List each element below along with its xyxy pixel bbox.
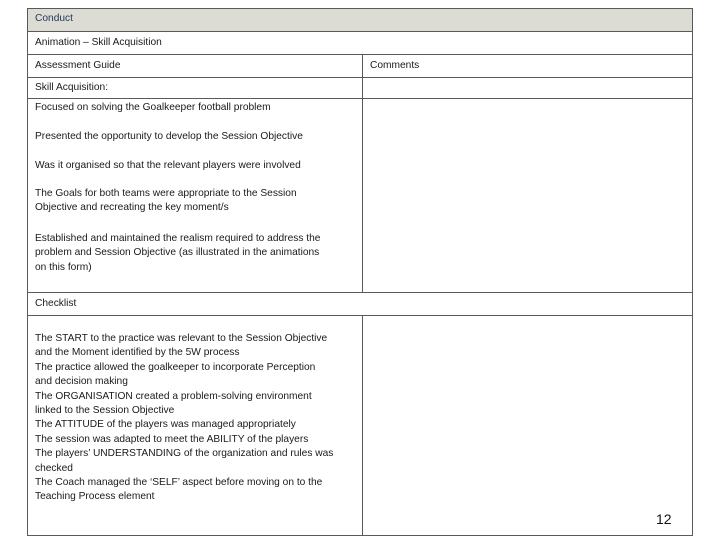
skill-acquisition-items-row — [28, 99, 692, 293]
skill-items-comment-cell — [362, 99, 692, 292]
subtitle-row — [28, 32, 692, 55]
page-number: 12 — [656, 511, 672, 527]
checklist-label-row — [28, 293, 692, 316]
section-title: Conduct — [35, 13, 73, 24]
skill-item: Was it organised so that the relevant players were involved — [35, 160, 301, 171]
checklist-body-row — [28, 316, 692, 535]
skill-acquisition-label-row — [28, 78, 692, 99]
skill-item: Focused on solving the Goalkeeper football problem — [35, 102, 271, 113]
assessment-guide-header: Assessment Guide — [35, 60, 121, 71]
skill-acquisition-comment-cell — [362, 78, 692, 98]
assessment-form — [27, 8, 693, 536]
skill-acquisition-label: Skill Acquisition: — [35, 82, 109, 93]
form-subtitle: Animation – Skill Acquisition — [35, 37, 162, 48]
skill-item: The Goals for both teams were appropriate to the Session Objective and recreating the key moment/s — [35, 188, 297, 214]
comments-header: Comments — [362, 55, 692, 77]
skill-item: Established and maintained the realism required to address the problem and Session Objective (as illustrated in the animations on this form) — [35, 233, 321, 273]
skill-item: Presented the opportunity to develop the Session Objective — [35, 131, 303, 142]
checklist-comment-cell — [362, 316, 692, 535]
column-header-row — [28, 55, 692, 78]
checklist-label: Checklist — [35, 298, 77, 309]
section-header-row — [28, 9, 692, 32]
checklist-text: The START to the practice was relevant to the Session Objective and the Moment identified by the 5W process The practice allowed the goalkeeper to incorporate Perception and decision making The ORGANISATION created a problem-solving environment linked to the Session Objective The ATTITUDE of the players was managed appropriately The session was adapted to meet the ABILITY of the players The players’ UNDERSTANDING of the organization and rules was checked The Coach managed the ‘SELF’ aspect before moving on to the Teaching Process element — [35, 333, 334, 503]
